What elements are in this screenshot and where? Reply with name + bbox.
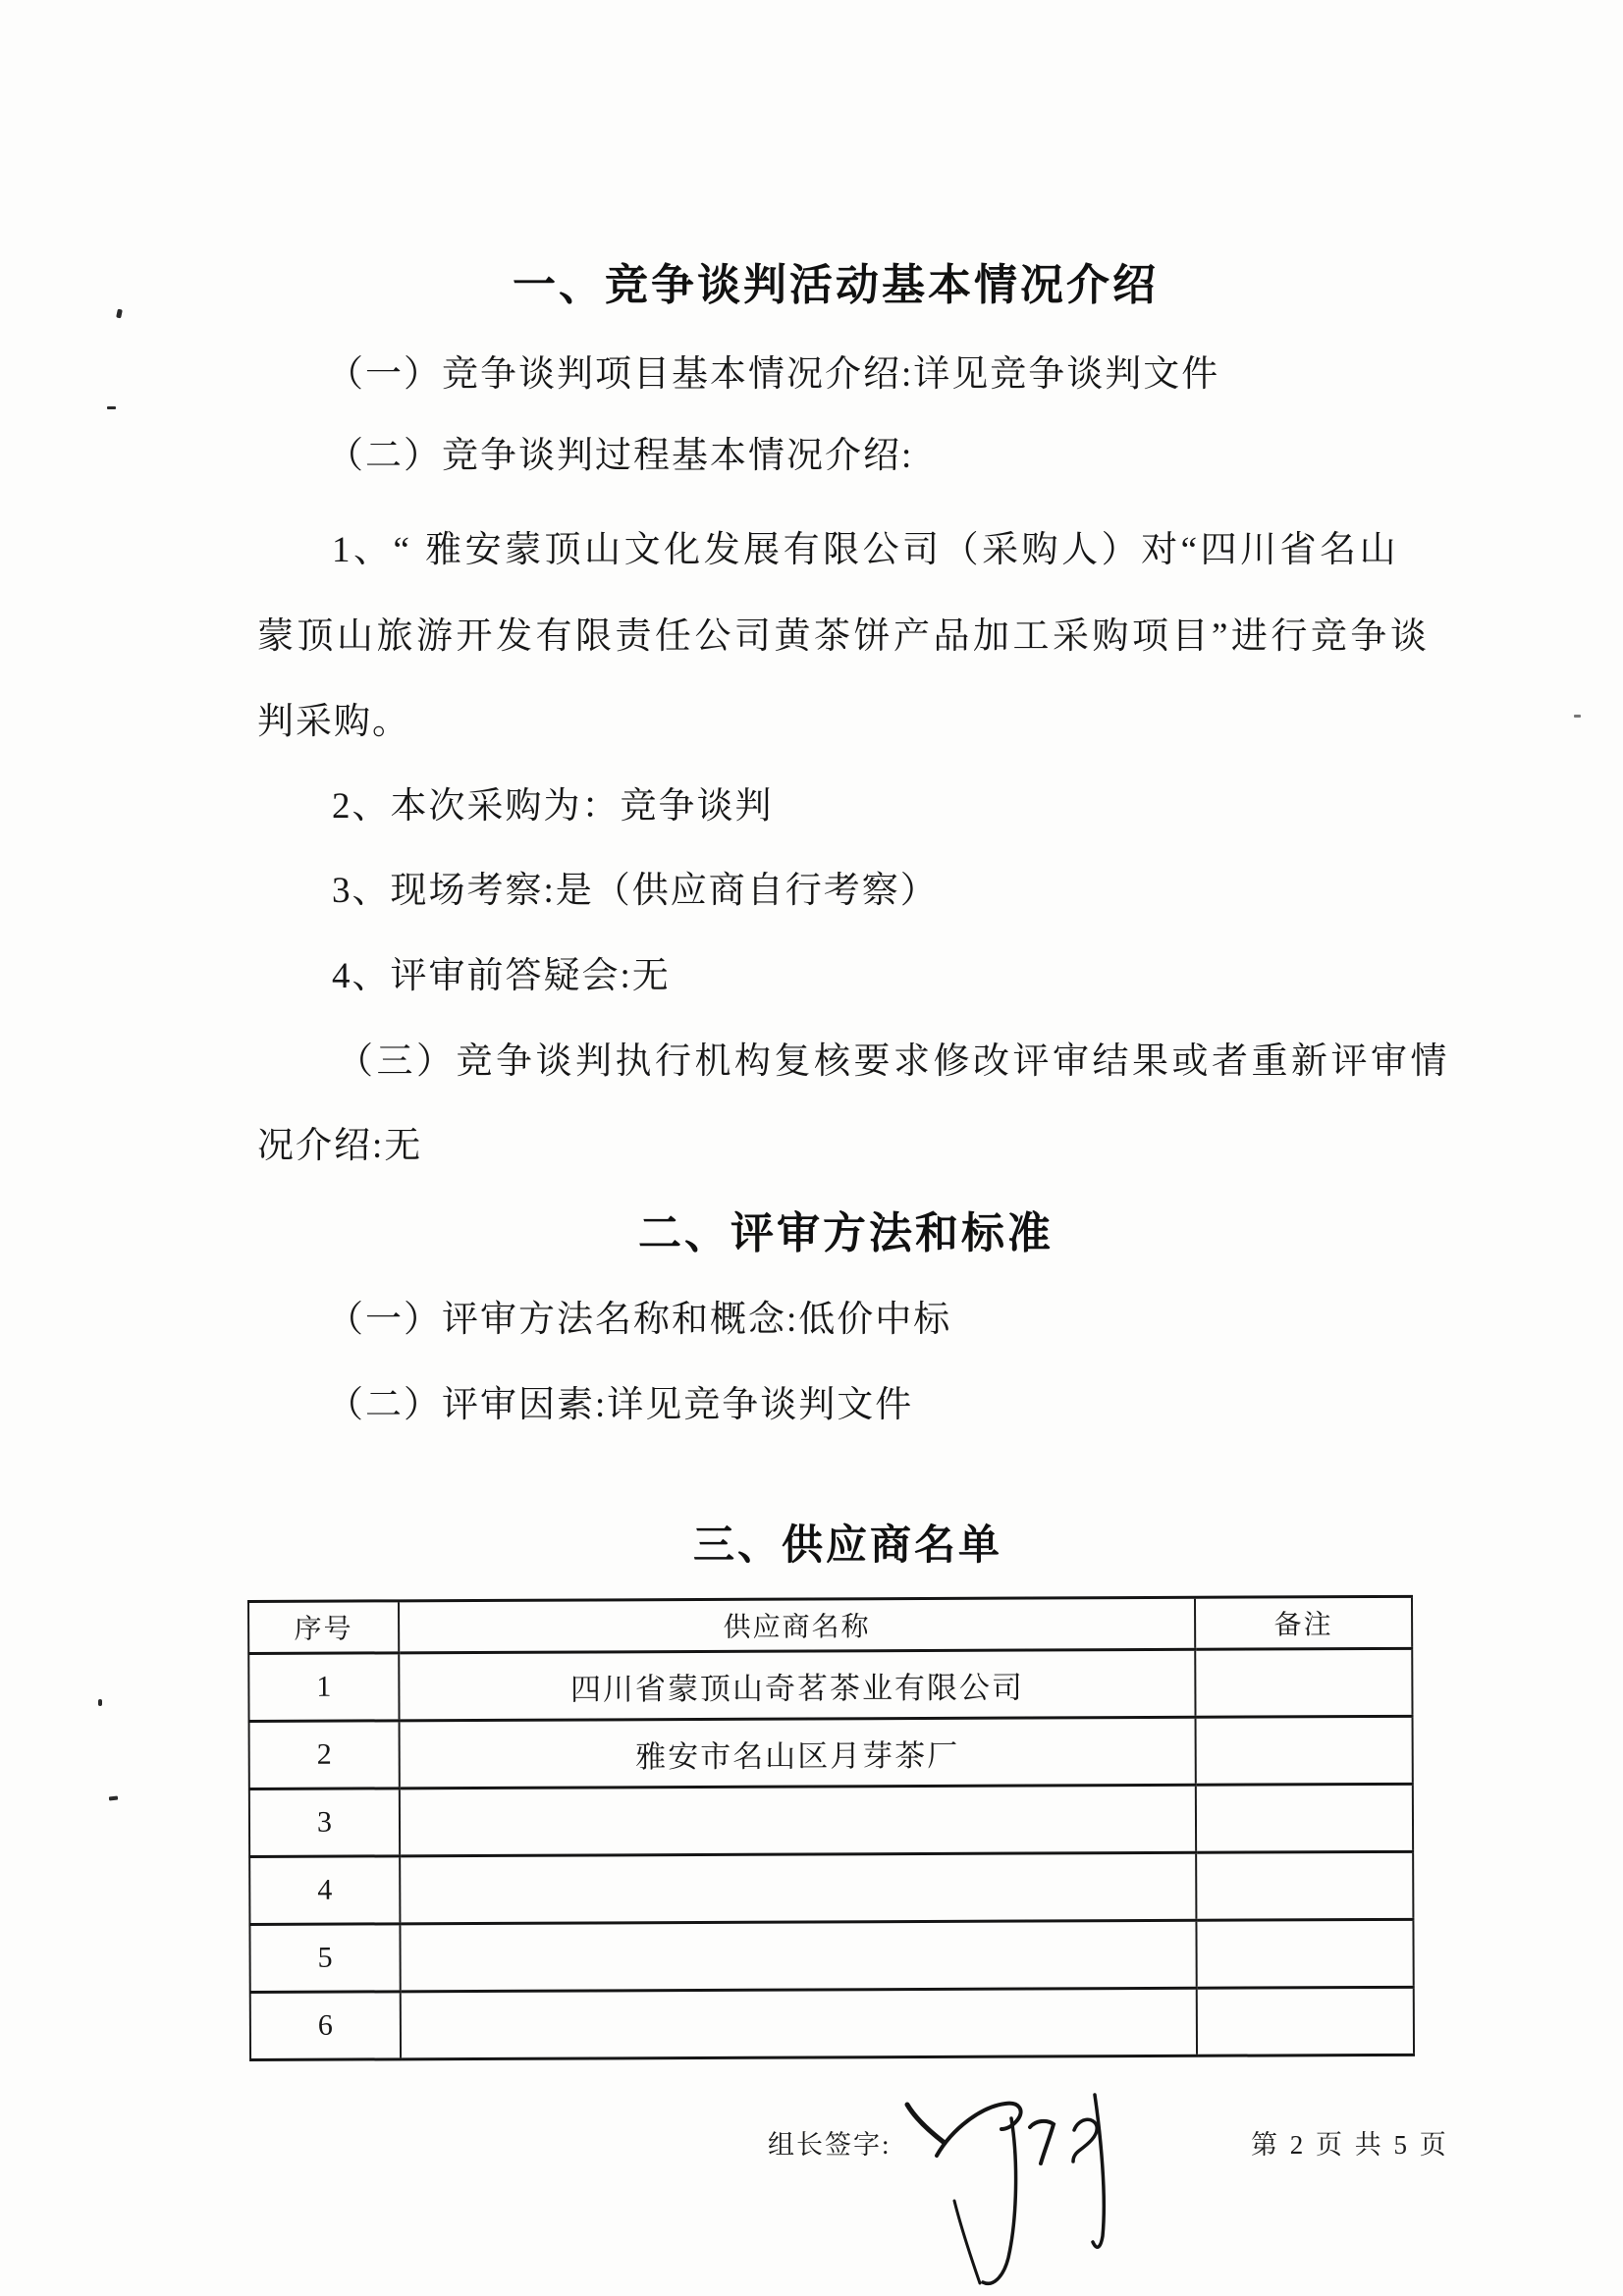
table-row — [249, 1716, 1413, 1789]
supplier-name-cell — [401, 1988, 1197, 2059]
remark-cell — [1196, 1919, 1413, 1988]
page-indicator: 第 2 页 共 5 页 — [1251, 2130, 1449, 2160]
scan-artifact — [116, 309, 123, 319]
table-row — [249, 1784, 1413, 1856]
section1-heading: 一、竞争谈判活动基本情况介绍 — [513, 261, 1159, 309]
paragraph-line: （一）竞争谈判项目基本情况介绍:详见竞争谈判文件 — [327, 354, 1220, 395]
row-number-cell: 4 — [249, 1856, 400, 1925]
paragraph-line: 2、本次采购为：竞争谈判 — [332, 786, 774, 827]
remark-cell — [1196, 1784, 1413, 1852]
paragraph-line: 蒙顶山旅游开发有限责任公司黄茶饼产品加工采购项目”进行竞争谈 — [257, 616, 1431, 657]
table-row — [248, 1648, 1412, 1721]
paragraph-line: 4、评审前答疑会:无 — [332, 956, 671, 996]
section3-heading: 三、供应商名单 — [693, 1522, 1003, 1568]
paragraph-line: （二）竞争谈判过程基本情况介绍: — [327, 436, 914, 476]
header-cell-supplier-name: 供应商名称 — [399, 1597, 1195, 1653]
paragraph-line: （一）评审方法名称和概念:低价中标 — [327, 1300, 952, 1340]
leader-signature — [882, 2079, 1123, 2295]
paragraph-line: 况介绍:无 — [257, 1126, 423, 1166]
row-number-cell: 2 — [249, 1721, 400, 1789]
remark-cell — [1196, 1851, 1413, 1920]
row-number-cell: 5 — [249, 1924, 400, 1993]
supplier-name-cell: 四川省蒙顶山奇茗茶业有限公司 — [399, 1649, 1195, 1721]
scan-artifact — [109, 1796, 118, 1801]
table-row — [249, 1851, 1413, 1924]
paragraph-line: （三）竞争谈判执行机构复核要求修改评审结果或者重新评审情 — [337, 1041, 1450, 1082]
leader-signature-label: 组长签字: — [768, 2130, 892, 2160]
paragraph-line: （二）评审因素:详见竞争谈判文件 — [327, 1385, 914, 1425]
header-cell-no: 序号 — [248, 1601, 399, 1654]
remark-cell — [1195, 1648, 1412, 1717]
row-number-cell: 3 — [249, 1789, 400, 1857]
table-header-row — [248, 1596, 1412, 1653]
remark-cell — [1196, 1716, 1413, 1785]
paragraph-line: 1、“ 雅安蒙顶山文化发展有限公司（采购人）对“四川省名山 — [332, 530, 1400, 570]
supplier-name-cell — [400, 1852, 1196, 1924]
supplier-name-cell — [400, 1920, 1196, 1992]
header-cell-remark: 备注 — [1195, 1596, 1412, 1649]
suppliers-table — [247, 1595, 1415, 2061]
signature-strokes — [882, 2079, 1123, 2295]
scan-artifact — [1574, 715, 1581, 718]
table-row — [249, 1919, 1413, 1992]
scan-artifact — [107, 406, 116, 409]
paragraph-line: 3、现场考察:是（供应商自行考察） — [332, 871, 939, 911]
table-row — [250, 1987, 1414, 2059]
paragraph-line: 判采购。 — [257, 702, 410, 742]
row-number-cell: 1 — [248, 1653, 399, 1722]
section2-heading: 二、评审方法和标准 — [638, 1209, 1054, 1257]
supplier-name-cell — [400, 1785, 1196, 1856]
supplier-name-cell: 雅安市名山区月芽茶厂 — [400, 1717, 1196, 1789]
remark-cell — [1197, 1987, 1414, 2056]
row-number-cell: 6 — [250, 1992, 401, 2060]
scan-artifact — [98, 1699, 102, 1706]
